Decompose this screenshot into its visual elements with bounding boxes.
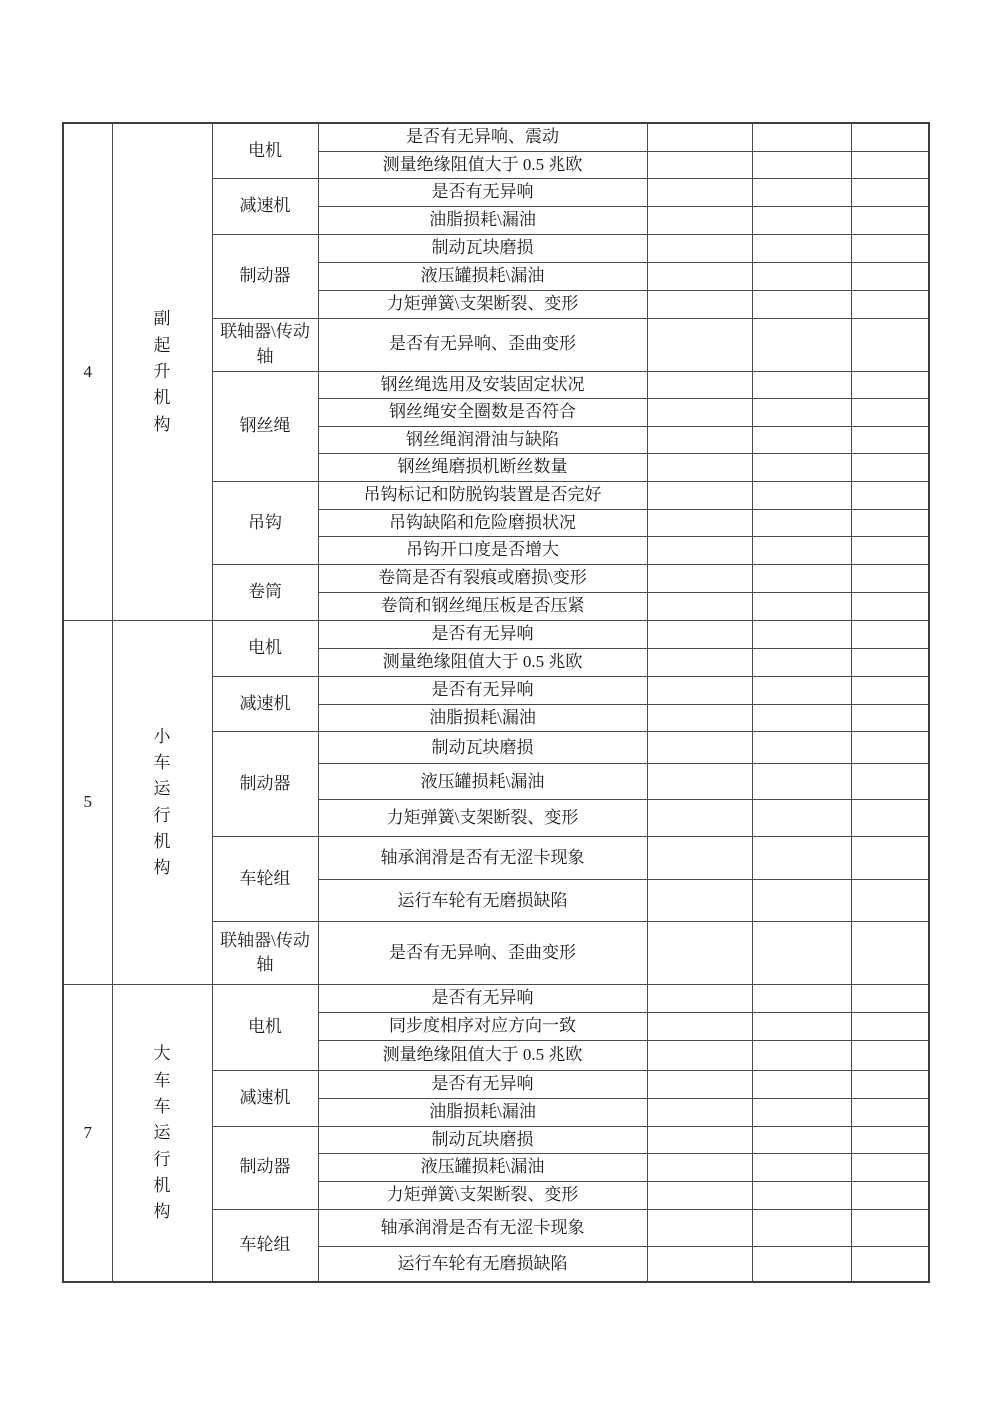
check-cell — [851, 151, 929, 179]
check-cell — [851, 509, 929, 537]
check-cell — [752, 1070, 851, 1098]
check-cell — [647, 1246, 752, 1282]
check-cell — [647, 1070, 752, 1098]
inspection-item-cell: 钢丝绳润滑油与缺陷 — [318, 426, 647, 454]
section-category-cell — [112, 621, 212, 985]
check-cell — [647, 234, 752, 262]
check-cell — [752, 649, 851, 677]
component-cell: 卷筒 — [212, 565, 318, 621]
component-cell: 电机 — [212, 123, 318, 179]
inspection-item-cell: 测量绝缘阻值大于 0.5 兆欧 — [318, 649, 647, 677]
inspection-item-cell: 是否有无异响、歪曲变形 — [318, 318, 647, 371]
check-cell — [851, 704, 929, 732]
check-cell — [647, 985, 752, 1013]
check-cell — [851, 649, 929, 677]
check-cell — [752, 764, 851, 800]
component-cell: 钢丝绳 — [212, 371, 318, 482]
check-cell — [647, 621, 752, 649]
check-cell — [752, 399, 851, 427]
inspection-item-cell: 轴承润滑是否有无涩卡现象 — [318, 837, 647, 880]
inspection-item-cell: 轴承润滑是否有无涩卡现象 — [318, 1209, 647, 1246]
check-cell — [752, 290, 851, 318]
component-cell: 电机 — [212, 621, 318, 677]
inspection-item-cell: 油脂损耗\漏油 — [318, 206, 647, 234]
component-cell: 制动器 — [212, 234, 318, 318]
inspection-item-cell: 是否有无异响 — [318, 985, 647, 1013]
check-cell — [851, 677, 929, 705]
inspection-item-cell: 同步度相序对应方向一致 — [318, 1012, 647, 1040]
check-cell — [851, 399, 929, 427]
inspection-table — [62, 122, 930, 1283]
check-cell — [647, 262, 752, 290]
check-cell — [647, 179, 752, 207]
inspection-item-cell: 油脂损耗\漏油 — [318, 704, 647, 732]
check-cell — [752, 1209, 851, 1246]
check-cell — [647, 290, 752, 318]
inspection-item-cell: 是否有无异响 — [318, 677, 647, 705]
check-cell — [752, 318, 851, 371]
category-label: 副起升机构 — [153, 309, 171, 434]
inspection-item-cell: 力矩弹簧\支架断裂、变形 — [318, 1182, 647, 1210]
check-cell — [752, 922, 851, 985]
check-cell — [647, 1098, 752, 1126]
check-cell — [647, 482, 752, 510]
check-cell — [851, 290, 929, 318]
check-cell — [752, 565, 851, 593]
check-cell — [647, 565, 752, 593]
check-cell — [752, 621, 851, 649]
check-cell — [752, 985, 851, 1013]
check-cell — [752, 704, 851, 732]
check-cell — [647, 922, 752, 985]
check-cell — [851, 426, 929, 454]
inspection-item-cell: 运行车轮有无磨损缺陷 — [318, 880, 647, 922]
check-cell — [851, 318, 929, 371]
check-cell — [647, 399, 752, 427]
check-cell — [851, 1070, 929, 1098]
check-cell — [851, 482, 929, 510]
check-cell — [752, 1182, 851, 1210]
check-cell — [752, 880, 851, 922]
component-cell: 制动器 — [212, 732, 318, 837]
check-cell — [851, 1209, 929, 1246]
section-category-cell — [112, 985, 212, 1283]
section-number-cell: 5 — [63, 621, 112, 985]
inspection-item-cell: 是否有无异响、歪曲变形 — [318, 922, 647, 985]
check-cell — [647, 880, 752, 922]
check-cell — [647, 800, 752, 837]
check-cell — [851, 1040, 929, 1070]
check-cell — [647, 1209, 752, 1246]
inspection-item-cell: 是否有无异响 — [318, 621, 647, 649]
check-cell — [851, 1012, 929, 1040]
check-cell — [851, 1098, 929, 1126]
component-cell: 车轮组 — [212, 1209, 318, 1282]
check-cell — [647, 123, 752, 151]
check-cell — [851, 262, 929, 290]
inspection-item-cell: 制动瓦块磨损 — [318, 1126, 647, 1154]
inspection-item-cell: 液压罐损耗\漏油 — [318, 764, 647, 800]
inspection-item-cell: 油脂损耗\漏油 — [318, 1098, 647, 1126]
check-cell — [851, 732, 929, 764]
check-cell — [752, 1126, 851, 1154]
check-cell — [647, 593, 752, 621]
component-cell: 吊钩 — [212, 482, 318, 565]
check-cell — [752, 179, 851, 207]
inspection-item-cell: 吊钩标记和防脱钩装置是否完好 — [318, 482, 647, 510]
check-cell — [752, 732, 851, 764]
check-cell — [851, 764, 929, 800]
inspection-item-cell: 吊钩开口度是否增大 — [318, 537, 647, 565]
check-cell — [647, 318, 752, 371]
check-cell — [752, 1246, 851, 1282]
inspection-item-cell: 制动瓦块磨损 — [318, 234, 647, 262]
check-cell — [851, 234, 929, 262]
check-cell — [851, 985, 929, 1013]
component-cell: 联轴器\传动轴 — [212, 922, 318, 985]
inspection-item-cell: 卷筒和钢丝绳压板是否压紧 — [318, 593, 647, 621]
inspection-item-cell: 液压罐损耗\漏油 — [318, 262, 647, 290]
check-cell — [752, 371, 851, 399]
inspection-item-cell: 测量绝缘阻值大于 0.5 兆欧 — [318, 151, 647, 179]
check-cell — [647, 371, 752, 399]
check-cell — [851, 206, 929, 234]
inspection-item-cell: 液压罐损耗\漏油 — [318, 1154, 647, 1182]
inspection-item-cell: 是否有无异响、震动 — [318, 123, 647, 151]
check-cell — [851, 123, 929, 151]
check-cell — [851, 621, 929, 649]
check-cell — [851, 179, 929, 207]
category-label: 大车车运行机构 — [153, 1044, 171, 1222]
component-cell: 制动器 — [212, 1126, 318, 1209]
check-cell — [752, 800, 851, 837]
check-cell — [752, 123, 851, 151]
check-cell — [752, 1098, 851, 1126]
inspection-item-cell: 钢丝绳安全圈数是否符合 — [318, 399, 647, 427]
check-cell — [851, 922, 929, 985]
check-cell — [752, 151, 851, 179]
inspection-item-cell: 是否有无异响 — [318, 179, 647, 207]
check-cell — [752, 234, 851, 262]
component-cell: 减速机 — [212, 1070, 318, 1126]
inspection-item-cell: 吊钩缺陷和危险磨损状况 — [318, 509, 647, 537]
inspection-item-cell: 钢丝绳选用及安装固定状况 — [318, 371, 647, 399]
check-cell — [647, 537, 752, 565]
section-number-cell: 4 — [63, 123, 112, 621]
inspection-item-cell: 力矩弹簧\支架断裂、变形 — [318, 290, 647, 318]
check-cell — [851, 800, 929, 837]
check-cell — [647, 1126, 752, 1154]
check-cell — [647, 837, 752, 880]
check-cell — [752, 593, 851, 621]
check-cell — [851, 371, 929, 399]
check-cell — [851, 593, 929, 621]
check-cell — [647, 151, 752, 179]
section-category-cell — [112, 123, 212, 621]
inspection-item-cell: 测量绝缘阻值大于 0.5 兆欧 — [318, 1040, 647, 1070]
check-cell — [851, 565, 929, 593]
check-cell — [752, 454, 851, 482]
check-cell — [752, 1040, 851, 1070]
component-cell: 减速机 — [212, 677, 318, 732]
check-cell — [851, 1126, 929, 1154]
check-cell — [647, 704, 752, 732]
check-cell — [752, 509, 851, 537]
check-cell — [851, 454, 929, 482]
check-cell — [647, 509, 752, 537]
document-page — [62, 122, 930, 1283]
check-cell — [851, 1154, 929, 1182]
check-cell — [647, 764, 752, 800]
check-cell — [752, 206, 851, 234]
section-number-cell: 7 — [63, 985, 112, 1283]
check-cell — [647, 649, 752, 677]
check-cell — [752, 1154, 851, 1182]
check-cell — [647, 454, 752, 482]
component-cell: 减速机 — [212, 179, 318, 234]
check-cell — [647, 1040, 752, 1070]
component-cell: 车轮组 — [212, 837, 318, 922]
check-cell — [851, 837, 929, 880]
component-cell: 联轴器\传动轴 — [212, 318, 318, 371]
check-cell — [647, 677, 752, 705]
inspection-item-cell: 运行车轮有无磨损缺陷 — [318, 1246, 647, 1282]
check-cell — [851, 1182, 929, 1210]
component-cell: 电机 — [212, 985, 318, 1071]
check-cell — [647, 732, 752, 764]
check-cell — [752, 837, 851, 880]
check-cell — [647, 1154, 752, 1182]
inspection-item-cell: 力矩弹簧\支架断裂、变形 — [318, 800, 647, 837]
check-cell — [752, 482, 851, 510]
check-cell — [752, 262, 851, 290]
check-cell — [647, 1182, 752, 1210]
check-cell — [752, 537, 851, 565]
inspection-item-cell: 钢丝绳磨损机断丝数量 — [318, 454, 647, 482]
check-cell — [752, 426, 851, 454]
check-cell — [752, 1012, 851, 1040]
inspection-item-cell: 制动瓦块磨损 — [318, 732, 647, 764]
check-cell — [851, 537, 929, 565]
check-cell — [752, 677, 851, 705]
check-cell — [647, 426, 752, 454]
inspection-item-cell: 卷筒是否有裂痕或磨损\变形 — [318, 565, 647, 593]
check-cell — [647, 1012, 752, 1040]
check-cell — [851, 1246, 929, 1282]
inspection-item-cell: 是否有无异响 — [318, 1070, 647, 1098]
category-label: 小车运行机构 — [153, 726, 171, 878]
check-cell — [647, 206, 752, 234]
check-cell — [851, 880, 929, 922]
